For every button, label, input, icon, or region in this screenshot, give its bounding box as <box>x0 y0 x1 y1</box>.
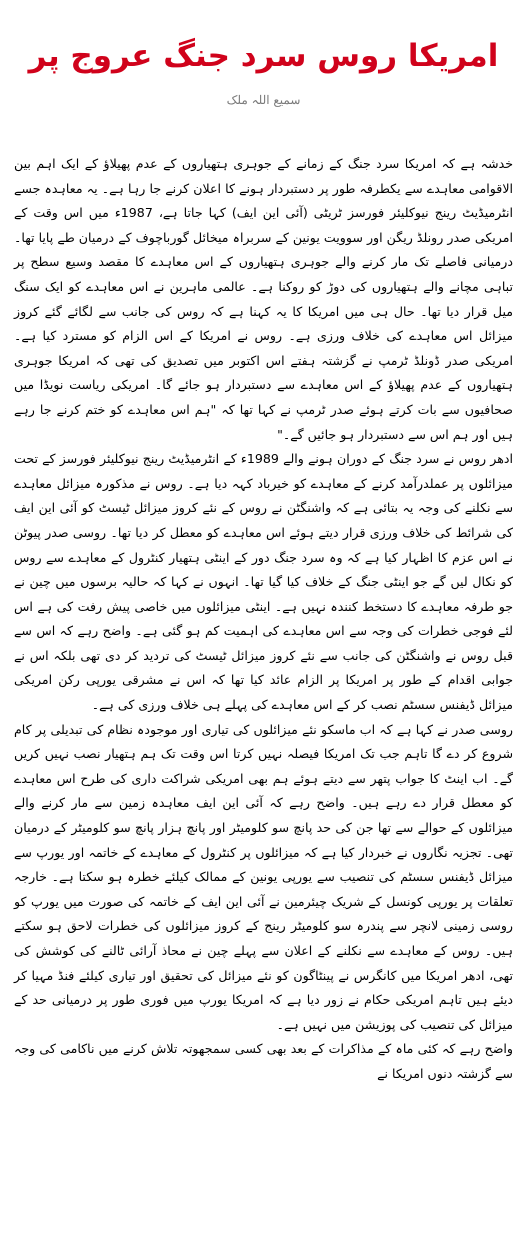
article-paragraph-2: ادھر روس نے سرد جنگ کے دوران ہونے والے 1989ء کے انٹرمیڈیٹ رینج نیوکلیئر فورسز کے تحت میزائلوں پر عملدرآمد کرنے کے معاہدے کو خیرباد کہہ دیا ہے۔ روس نے مذکورہ میزائل معاہدے سے نکلنے کی وجہ یہ بتائی ہے کہ واشنگٹن نے روس کے نئے کروز میزائل ٹیسٹ کو آئی این ایف کی شرائط کی خلاف ورزی قرار دیتے ہوئے اس معاہدے کو معطل کر دیا تھا۔ روسی صدر پیوٹن نے اس عزم کا اظہار کیا ہے کہ وہ سرد جنگ دور کے اینٹی ہتھیار کنٹرول کے معاہدے سے روس کو نکال لیں گے جو اینٹی جنگ کے خلاف کیا گیا تھا۔ انہوں نے کہا کہ حالیہ برسوں میں چین نے جو طرفہ معاہدے کا دستخط کنندہ نہیں ہے۔ اینٹی میزائلوں میں خاصی پیش رفت کی ہے اس لئے فوجی خطرات کی وجہ سے اس معاہدے کی اہمیت کم ہو گئی ہے۔ واضح رہے کہ اس سے قبل روس نے واشنگٹن کی جانب سے نئے کروز میزائل ٹیسٹ کی تردید کر دی تھی بلکہ اس نے جوابی اقدام کے طور پر امریکا پر الزام عائد کیا تھا کہ اس نے مشرقی یورپی رکن امریکی میزائل ڈیفنس سسٹم نصب کر کے اس معاہدے کی پہلے ہی خلاف ورزی کی ہے۔ <box>14 451 513 713</box>
author-byline: سمیع اللہ ملک <box>226 93 301 107</box>
article-body <box>14 152 513 1087</box>
article-paragraph-4: واضح رہے کہ کئی ماہ کے مذاکرات کے بعد بھی کسی سمجھوتہ تلاش کرنے میں ناکامی کی وجہ سے گزشتہ دنوں امریکا نے <box>14 1041 513 1081</box>
article-title: امریکا روس سرد جنگ عروج پر <box>28 38 499 74</box>
article-paragraph-3: روسی صدر نے کہا ہے کہ اب ماسکو نئے میزائلوں کی تیاری اور موجودہ نظام کی تبدیلی پر کام شروع کر دے گا تاہم جب تک امریکا فیصلہ نہیں کرتا اس وقت تک ہم ہتھیار نصب نہیں کریں گے۔ اب اینٹ کا جواب پتھر سے دیتے ہوئے ہم بھی امریکی شراکت داری کی طرح اس معاہدے کو معطل قرار دے رہے ہیں۔ واضح رہے کہ آئی این ایف معاہدہ زمین سے مار کرنے والے میزائلوں کے حوالے سے تھا جن کی حد پانچ سو کلومیٹر اور پانچ ہزار پانچ سو کلومیٹر کے درمیان تھی۔ تجزیہ نگاروں نے خبردار کیا ہے کہ میزائلوں پر کنٹرول کے معاہدے کے خاتمہ اور یورپ سے میزائل ڈیفنس سسٹم کی تنصیب سے یورپی یونین کے ممالک کیلئے خطرہ ہو سکتا ہے۔ خارجہ تعلقات پر یورپی کونسل کے شریک چیئرمین نے آئی این ایف کے خاتمہ کی صورت میں یورپ کو روسی زمینی لانچر سے پندرہ سو کلومیٹر رینج کے کروز میزائلوں کی خطرات لاحق ہو سکتے ہیں۔ روس کے معاہدے سے نکلنے کے اعلان سے پہلے چین نے محاذ آرائی ٹالنے کی کوشش کی تھی، ادھر امریکا میں کانگرس نے پینٹاگون کو نئے میزائل کی تحقیق اور تیاری کیلئے فنڈ مہیا کر دیئے ہیں تاہم امریکی حکام نے زور دیا ہے کہ امریکا یورپ میں فوری طور پر درمیانی حد کے میزائل کی تنصیب کی پوزیشن میں نہیں ہے۔ <box>14 721 513 1032</box>
article-paragraph-1: خدشہ ہے کہ امریکا سرد جنگ کے زمانے کے جوہری ہتھیاروں کے عدم پھیلاؤ کے ایک اہم بین الاقوامی معاہدے سے یکطرفہ طور پر دستبردار ہونے کا اعلان کرنے جا رہا ہے۔ یہ معاہدہ جسے انٹرمیڈیٹ رینج نیوکلیئر فورسز ٹریٹی (آئی این ایف) کہا جاتا ہے، 1987ء میں اس وقت کے امریکی صدر رونلڈ ریگن اور سوویت یونین کے سربراہ میخائل گورباچوف کے درمیان طے پایا تھا۔ درمیانی فاصلے تک مار کرنے والے جوہری ہتھیاروں کے اس معاہدے کا مقصد وسیع سطح پر تباہی مچانے والے ہتھیاروں کی دوڑ کو روکنا ہے۔ عالمی ماہرین نے اس معاہدے کو ایک سنگ میل قرار دیا تھا۔ حال ہی میں امریکا کا یہ کہنا ہے کہ روس کی جانب سے لگائے گئے کروز میزائل اس معاہدے کی خلاف ورزی ہے۔ روس نے امریکا کے اس الزام کو مسترد کیا ہے۔ امریکی صدر ڈونلڈ ٹرمپ نے گزشتہ ہفتے اس اکتوبر میں تصدیق کی تھی کہ امریکا جوہری ہتھیاروں کے عدم پھیلاؤ کے اس معاہدے سے دستبردار ہو جائے گا۔ امریکی ریاست نویڈا میں صحافیوں سے بات کرتے ہوئے صدر ٹرمپ نے کہا تھا کہ "ہم اس معاہدے کو ختم کرنے جا رہے ہیں اور ہم اس سے دستبردار ہو جائیں گے۔" <box>14 156 513 442</box>
